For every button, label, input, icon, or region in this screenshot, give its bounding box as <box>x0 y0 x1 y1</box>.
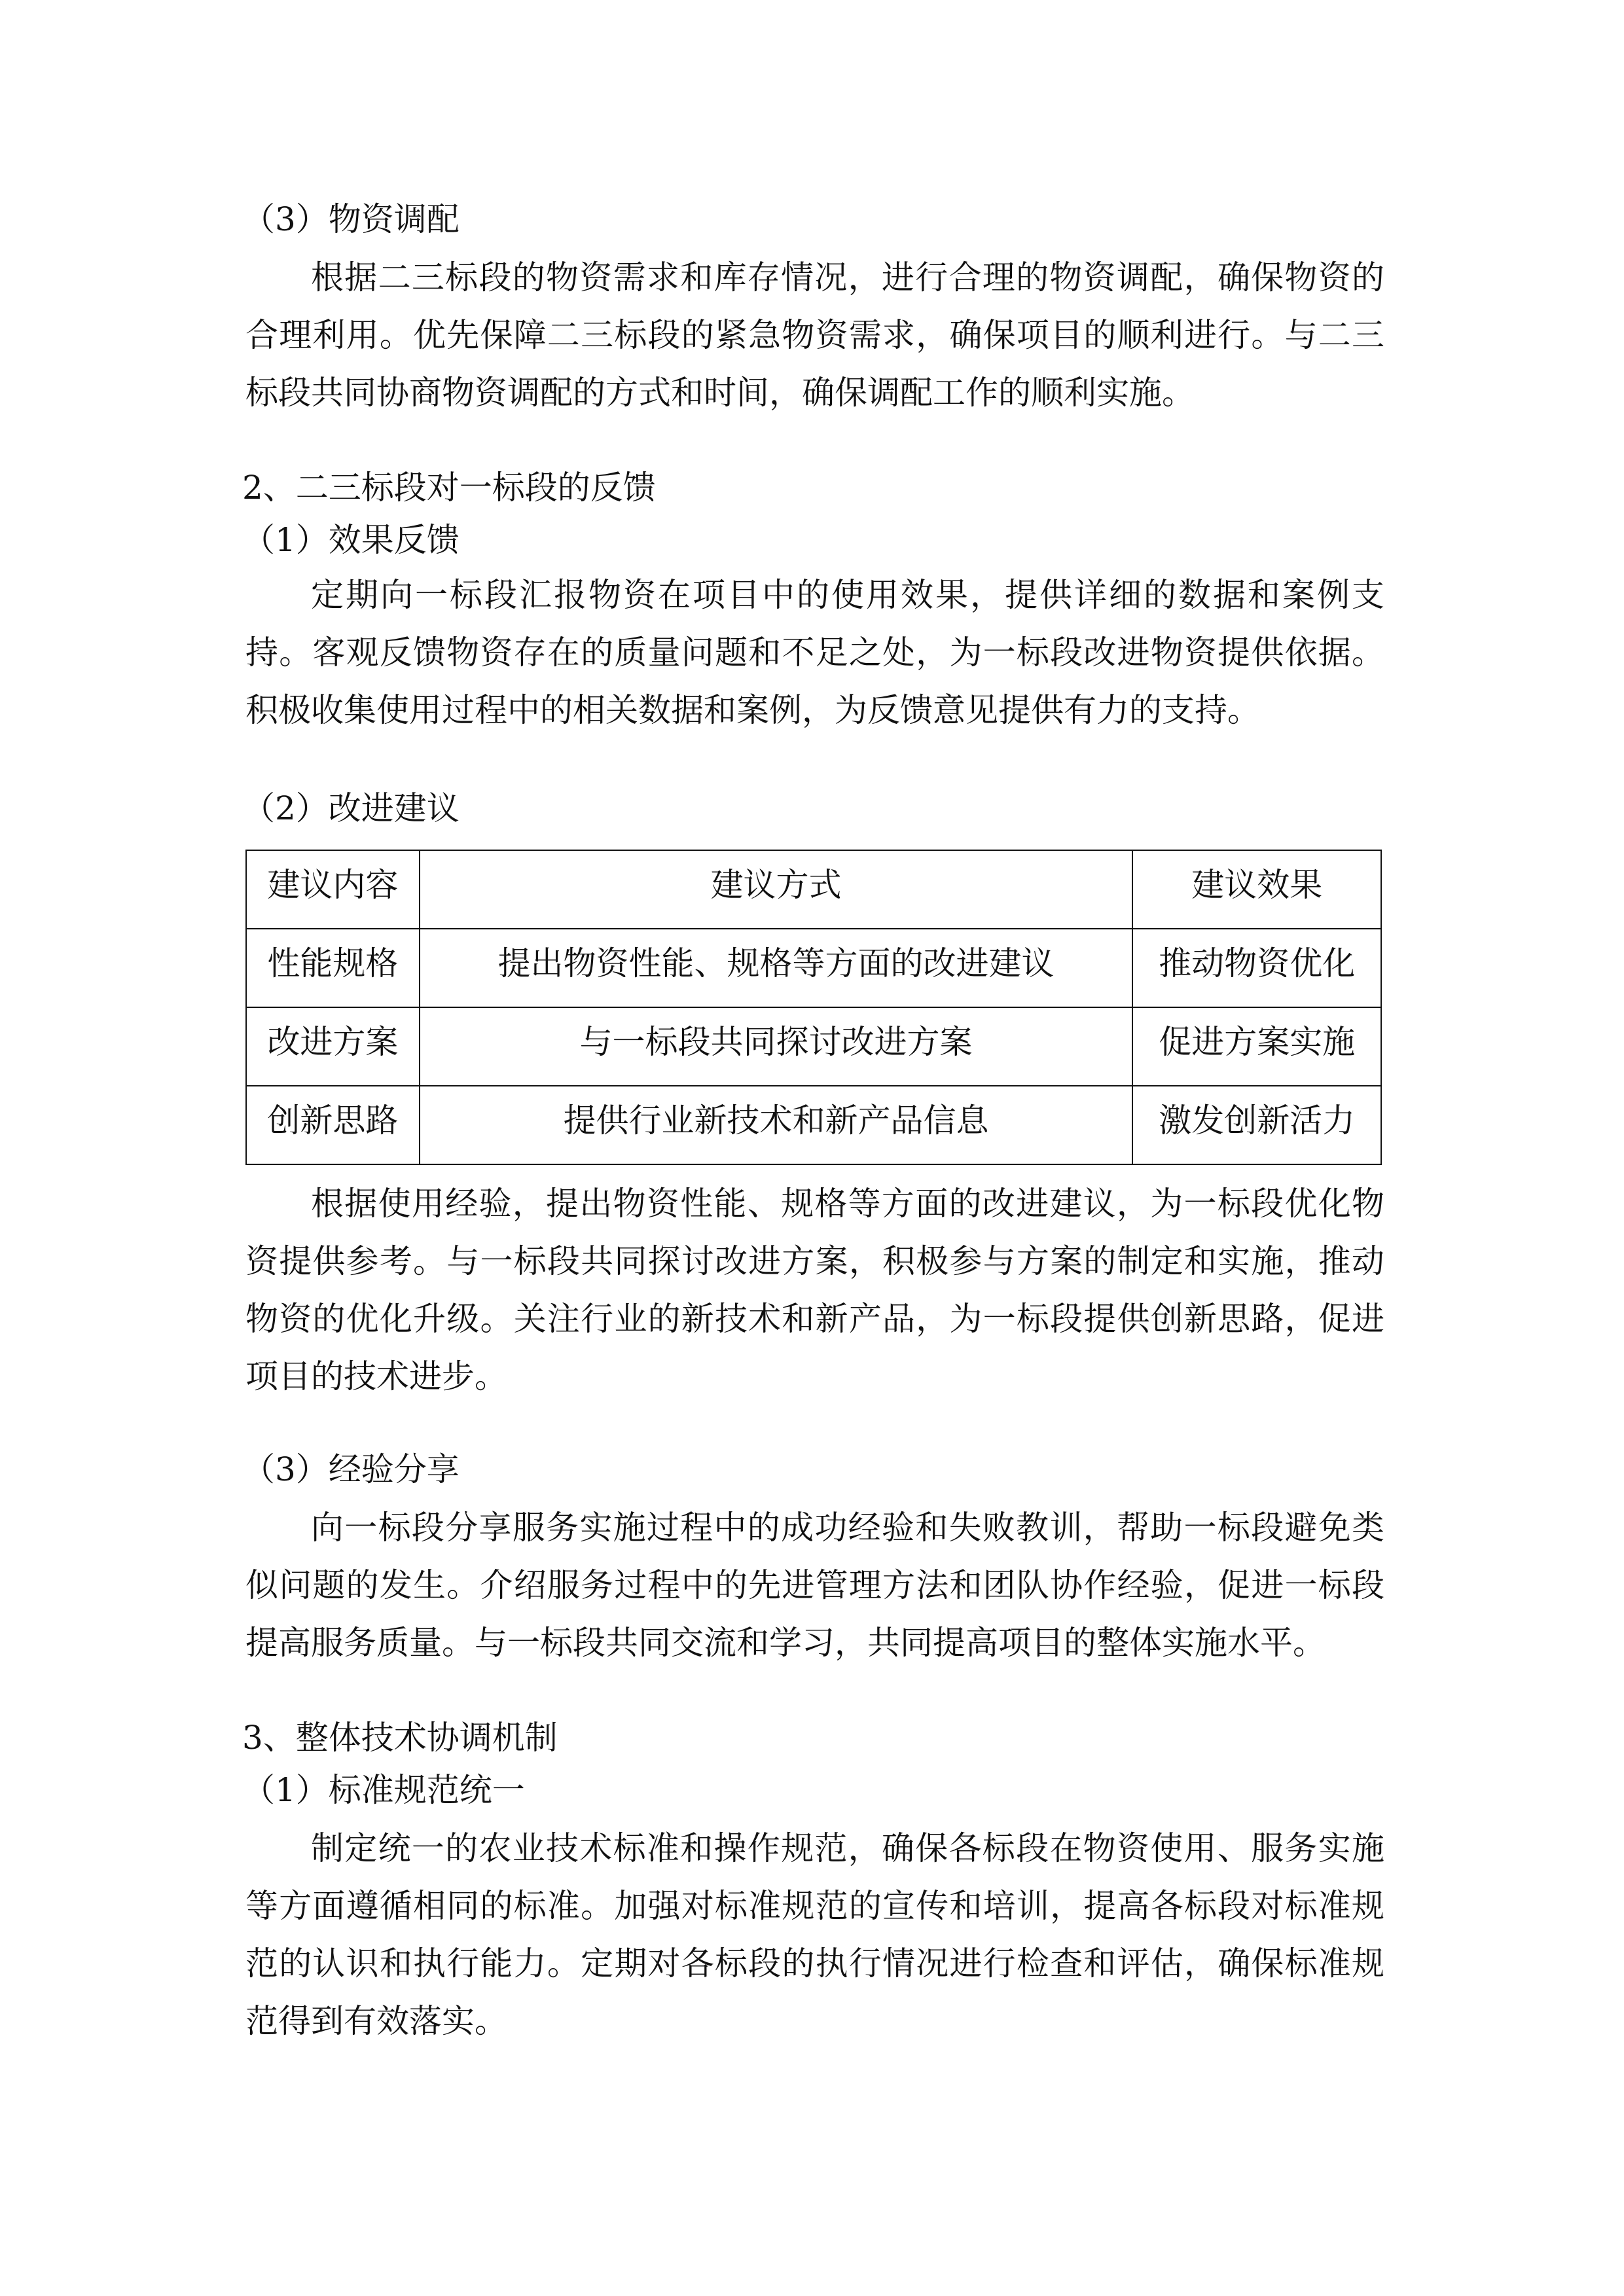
section-heading-improvement-suggestions: （2）改进建议 <box>242 789 460 827</box>
table-header-cell: 建议内容 <box>246 850 420 929</box>
table-header-cell: 建议方式 <box>420 850 1133 929</box>
table-cell: 性能规格 <box>246 929 420 1007</box>
paragraph-experience-sharing: 向一标段分享服务实施过程中的成功经验和失败教训，帮助一标段避免类似问题的发生。介绍服务过程中的先进管理方法和团队协作经验，促进一标段提高服务质量。与一标段共同交流和学习，共同提高项目的整体实施水平。 <box>245 1509 1384 1662</box>
section-heading-standard-unification: （1）标准规范统一 <box>242 1771 525 1809</box>
table-cell: 改进方案 <box>246 1007 420 1086</box>
paragraph-material-allocation: 根据二三标段的物资需求和库存情况，进行合理的物资调配，确保物资的合理利用。优先保障二三标段的紧急物资需求，确保项目的顺利进行。与二三标段共同协商物资调配的方式和时间，确保调配工作的顺利实施。 <box>245 259 1384 412</box>
table-row <box>246 929 1381 1007</box>
paragraph-improvement-suggestions: 根据使用经验，提出物资性能、规格等方面的改进建议，为一标段优化物资提供参考。与一标段共同探讨改进方案，积极参与方案的制定和实施，推动物资的优化升级。关注行业的新技术和新产品，为一标段提供创新思路，促进项目的技术进步。 <box>245 1185 1384 1395</box>
section-heading-experience-sharing: （3）经验分享 <box>242 1450 460 1488</box>
table-header-cell: 建议效果 <box>1132 850 1381 929</box>
section-heading-feedback: 2、二三标段对一标段的反馈 <box>242 469 656 507</box>
paragraph-standard-unification: 制定统一的农业技术标准和操作规范，确保各标段在物资使用、服务实施等方面遵循相同的标准。加强对标准规范的宣传和培训，提高各标段对标准规范的认识和执行能力。定期对各标段的执行情况进行检查和评估，确保标准规范得到有效落实。 <box>245 1829 1384 2040</box>
section-heading-technical-coordination: 3、整体技术协调机制 <box>242 1719 558 1757</box>
section-heading-material-allocation: （3）物资调配 <box>242 200 460 238</box>
table-cell: 推动物资优化 <box>1132 929 1381 1007</box>
suggestion-table <box>245 850 1382 1165</box>
paragraph-effect-feedback: 定期向一标段汇报物资在项目中的使用效果，提供详细的数据和案例支持。客观反馈物资存在的质量问题和不足之处，为一标段改进物资提供依据。积极收集使用过程中的相关数据和案例，为反馈意见提供有力的支持。 <box>245 576 1384 729</box>
table-row <box>246 1007 1381 1086</box>
table-cell: 提出物资性能、规格等方面的改进建议 <box>420 929 1133 1007</box>
section-heading-effect-feedback: （1）效果反馈 <box>242 521 460 559</box>
table-row <box>246 1086 1381 1164</box>
table-cell: 创新思路 <box>246 1086 420 1164</box>
table-cell: 促进方案实施 <box>1132 1007 1381 1086</box>
table-cell: 与一标段共同探讨改进方案 <box>420 1007 1133 1086</box>
table-header-row <box>246 850 1381 929</box>
table-cell: 激发创新活力 <box>1132 1086 1381 1164</box>
table-cell: 提供行业新技术和新产品信息 <box>420 1086 1133 1164</box>
